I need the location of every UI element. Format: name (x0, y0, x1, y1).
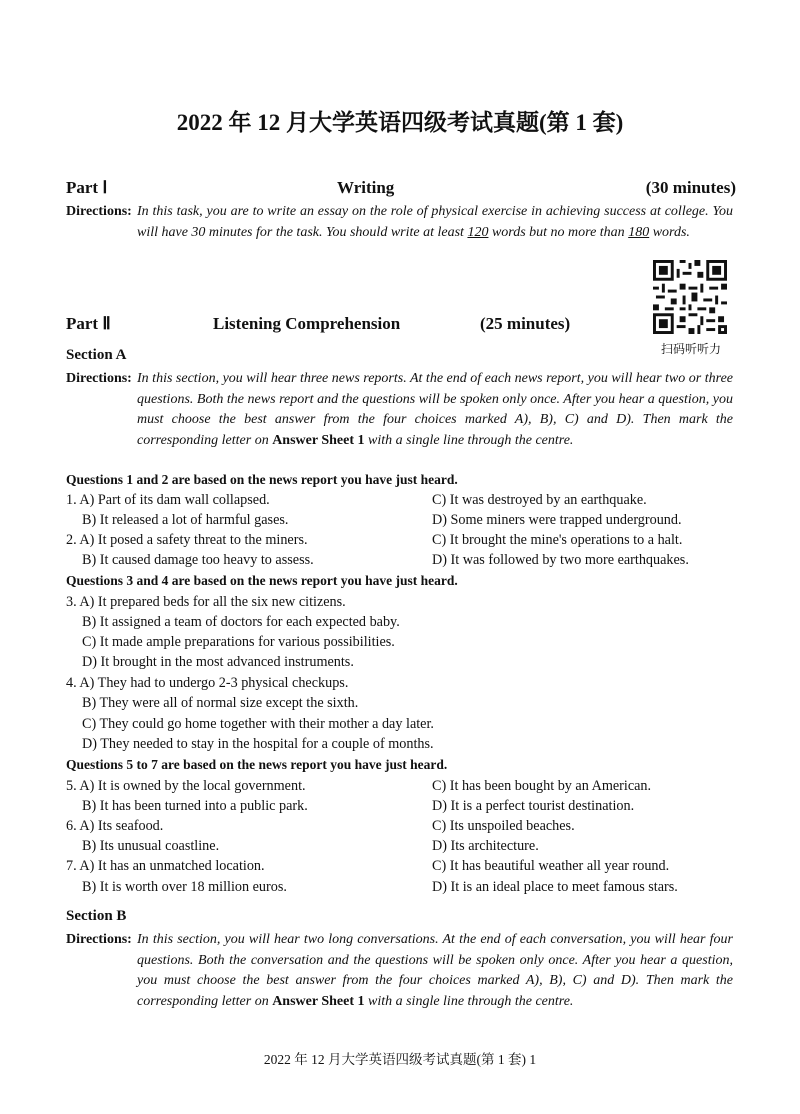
option-line: 5. A) It is owned by the local government. (66, 778, 306, 794)
option-line: 6. A) Its seafood. (66, 818, 164, 834)
directions-label: Directions: (66, 371, 132, 386)
option-line: 4. A) They had to undergo 2-3 physical checkups. (66, 675, 349, 691)
option-line: 3. A) It prepared beds for all the six new citizens. (66, 594, 346, 610)
section-a-directions (66, 369, 736, 473)
option-line: D) Its architecture. (432, 838, 539, 854)
part1-label: Part Ⅰ (66, 178, 108, 197)
option-line: 1. A) Part of its dam wall collapsed. (66, 492, 270, 508)
option-line: D) They needed to stay in the hospital for a couple of months. (82, 736, 434, 752)
answer-sheet-label: Answer Sheet 1 (272, 432, 365, 448)
section-b-directions (66, 930, 736, 1034)
option-line: D) It is an ideal place to meet famous stars. (432, 879, 678, 895)
part2-name: Listening Comprehension (213, 314, 401, 333)
answer-sheet-label: Answer Sheet 1 (272, 993, 365, 1009)
option-line: C) They could go home together with their mother a day later. (82, 716, 434, 732)
qr-code-icon (653, 260, 727, 334)
option-line: D) It is a perfect tourist destination. (432, 798, 635, 814)
option-line: D) Some miners were trapped underground. (432, 512, 682, 528)
option-line: B) Its unusual coastline. (82, 838, 220, 854)
option-line: B) It caused damage too heavy to assess. (82, 552, 314, 568)
part2-label: Part Ⅱ (66, 314, 111, 333)
option-line: 2. A) It posed a safety threat to the miners. (66, 532, 308, 548)
min-words: 120 (467, 224, 489, 240)
max-words: 180 (628, 224, 650, 240)
question-group-heading: Questions 5 to 7 are based on the news report you have just heard. (66, 757, 448, 772)
section-b-title: Section B (66, 908, 127, 924)
section-a-title: Section A (66, 347, 127, 363)
option-line: B) It is worth over 18 million euros. (82, 879, 287, 895)
page-title: 2022 年 12 月大学英语四级考试真题(第 1 套) (176, 110, 624, 135)
section-b-directions-text: In this section, you will hear two long conversations. At the end of each conversation, you will hear four questions. Both the conversation and the questions will be spoken only once. After you hear a question, you must choose the best answer from the four choices marked A), B), C) and D). Then mark the corresponding letter on Answer Sheet 1 with a single line through the centre. (137, 932, 733, 1009)
option-line: B) It assigned a team of doctors for each expected baby. (82, 614, 400, 630)
option-line: C) It made ample preparations for various possibilities. (82, 634, 395, 650)
option-line: C) It has been bought by an American. (432, 778, 652, 794)
option-line: B) It released a lot of harmful gases. (82, 512, 289, 528)
part2-time: (25 minutes) (480, 314, 571, 333)
option-line: 7. A) It has an unmatched location. (66, 858, 265, 874)
question-group-heading: Questions 3 and 4 are based on the news report you have just heard. (66, 573, 458, 588)
option-line: C) It has beautiful weather all year round. (432, 858, 670, 874)
part1-header (66, 178, 736, 202)
part1-time: (30 minutes) (645, 178, 736, 197)
option-line: B) They were all of normal size except the sixth. (82, 695, 359, 711)
option-line: B) It has been turned into a public park. (82, 798, 308, 814)
directions-label: Directions: (66, 204, 132, 219)
qr-caption: 扫码听听力 (660, 342, 721, 356)
option-line: D) It brought in the most advanced instruments. (82, 654, 354, 670)
option-line: C) It brought the mine's operations to a halt. (432, 532, 683, 548)
option-line: C) Its unspoiled beaches. (432, 818, 575, 834)
directions-label: Directions: (66, 932, 132, 947)
section-a-directions-text: In this section, you will hear three news reports. At the end of each news report, you will hear two or three questions. Both the news report and the questions will be spoken only once. After you hear a question, you must choose the best answer from the four choices marked A), B), C) and D). Then mark the corresponding letter on Answer Sheet 1 with a single line through the centre. (137, 371, 733, 448)
option-line: C) It was destroyed by an earthquake. (432, 492, 647, 508)
page-footer: 2022 年 12 月大学英语四级考试真题(第 1 套) 1 (263, 1052, 537, 1067)
question-group-heading: Questions 1 and 2 are based on the news report you have just heard. (66, 472, 458, 487)
part1-name: Writing (337, 178, 395, 197)
option-line: D) It was followed by two more earthquakes. (432, 552, 689, 568)
part2-header (66, 314, 626, 338)
part1-directions (66, 202, 736, 266)
part1-directions-text: In this task, you are to write an essay on the role of physical exercise in achieving success at college. You will have 30 minutes for the task. You should write at least 120 words but no more than 180 words. (137, 204, 733, 240)
